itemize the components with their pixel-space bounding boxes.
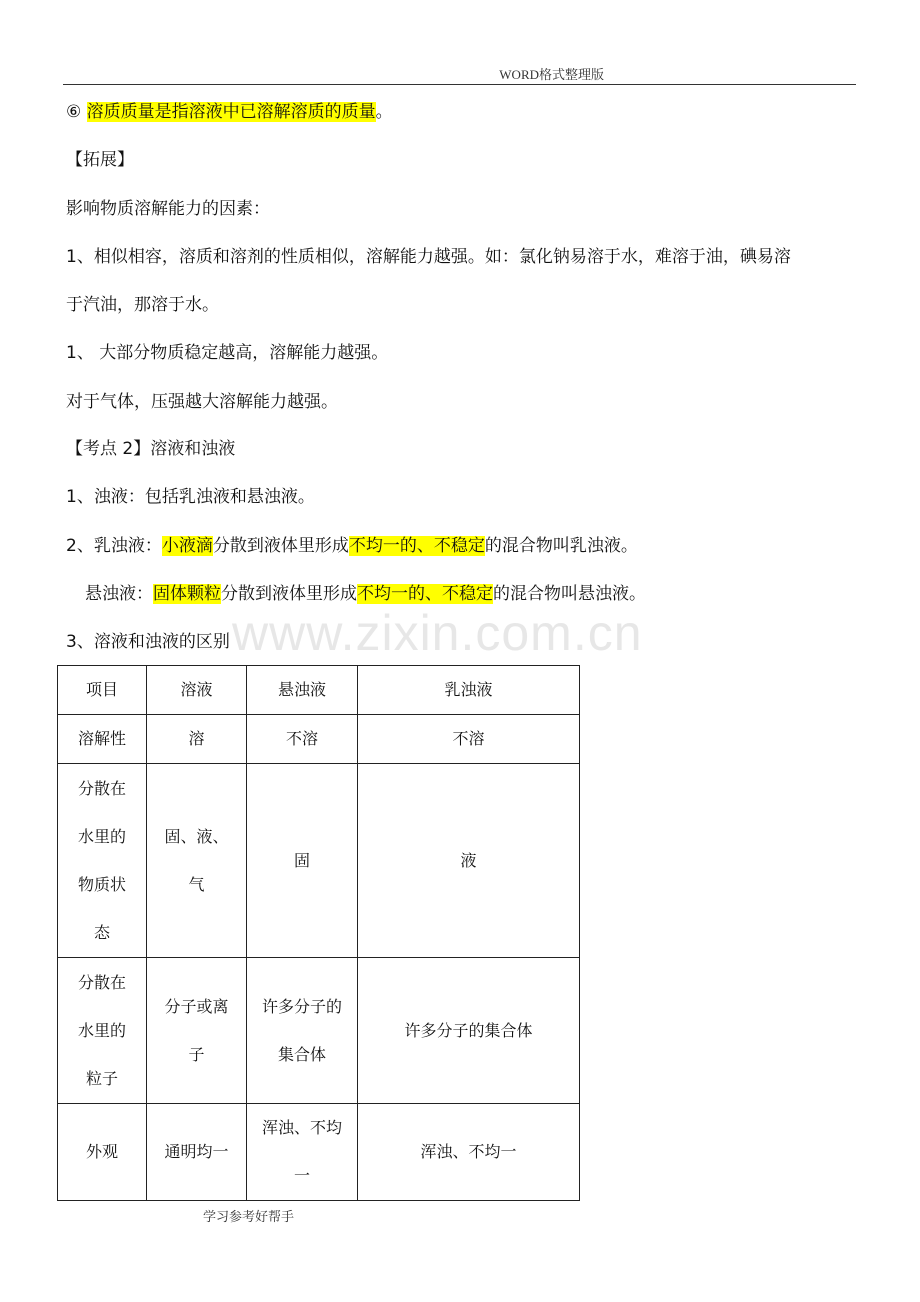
watermark: www.zixin.com.cn (232, 605, 643, 661)
table-cell (247, 1104, 358, 1201)
cell-line: 水里的 (77, 1020, 126, 1040)
text-span: 2、乳浊液： (66, 536, 162, 556)
cell-line: 子 (188, 1044, 205, 1064)
paragraph-gas-pressure: 对于气体，压强越大溶解能力越强。 (66, 392, 338, 412)
comparison-table (57, 665, 580, 1201)
table-cell (147, 958, 247, 1104)
table-cell: 不溶 (247, 715, 358, 764)
highlight-text: 不均一的、不稳定 (348, 536, 485, 556)
highlight-text: 溶质质量是指溶液中已溶解溶质的质量 (86, 102, 376, 122)
heading-point-2: 【考点 2】溶液和浊液 (66, 439, 236, 459)
table-header-cell: 乳浊液 (358, 666, 580, 715)
cell-line: 物质状 (77, 874, 126, 894)
cell-line: 分散在 (77, 778, 126, 798)
table-header-cell: 项目 (58, 666, 147, 715)
text-span: 的混合物叫悬浊液。 (493, 584, 646, 604)
table-cell: 许多分子的集合体 (358, 958, 580, 1104)
table-row (58, 715, 580, 764)
paragraph-suspension (85, 582, 646, 606)
table-cell: 通明均一 (147, 1104, 247, 1201)
text-span: 的混合物叫乳浊液。 (484, 536, 638, 556)
paragraph-factors: 影响物质溶解能力的因素： (66, 199, 270, 219)
table-header-cell: 悬浊液 (247, 666, 358, 715)
table-cell: 外观 (58, 1104, 147, 1201)
paragraph-similar-dissolves-cont: 于汽油，那溶于水。 (66, 295, 219, 315)
table-row (58, 764, 580, 958)
cell-line: 固、液、 (164, 826, 229, 846)
highlight-text: 不均一的、不稳定 (357, 584, 493, 604)
highlight-text: 固体颗粒 (153, 584, 221, 604)
table-row (58, 958, 580, 1104)
cell-line: 集合体 (277, 1044, 326, 1064)
cell-line: 分散在 (77, 972, 126, 992)
cell-line: 分子或离 (164, 996, 229, 1016)
page-header: WORD格式整理版 (499, 67, 604, 82)
table-cell (58, 764, 147, 958)
cell-line: 气 (188, 874, 205, 894)
table-cell: 浑浊、不均一 (358, 1104, 580, 1201)
paragraph-temperature: 1、 大部分物质稳定越高，溶解能力越强。 (66, 343, 389, 363)
table-cell (147, 764, 247, 958)
paragraph-similar-dissolves: 1、相似相容，溶质和溶剂的性质相似，溶解能力越强。如：氯化钠易溶于水，难溶于油，碘易溶 (66, 247, 791, 267)
table-cell: 不溶 (358, 715, 580, 764)
table-header-row (58, 666, 580, 715)
table-cell (247, 958, 358, 1104)
text-span: 分散到液体里形成 (212, 536, 349, 556)
table-cell: 溶 (147, 715, 247, 764)
paragraph-turbid-liquid: 1、浊液：包括乳浊液和悬浊液。 (66, 487, 315, 507)
paragraph-solute-mass (66, 100, 393, 124)
table-cell (58, 958, 147, 1104)
page-footer: 学习参考好帮手 (203, 1210, 295, 1225)
table-cell: 溶解性 (58, 715, 147, 764)
table-cell: 固 (247, 764, 358, 958)
circled-number: ⑥ (66, 102, 87, 122)
header-rule (63, 84, 856, 85)
table-row (58, 1104, 580, 1201)
text-span: 悬浊液： (85, 584, 153, 604)
cell-line: 一 (293, 1166, 310, 1185)
cell-line: 粒子 (85, 1068, 118, 1088)
table-header-cell: 溶液 (147, 666, 247, 715)
table-cell: 液 (358, 764, 580, 958)
highlight-text: 小液滴 (161, 536, 213, 556)
heading-extension: 【拓展】 (66, 150, 134, 170)
text-span: 分散到液体里形成 (221, 584, 357, 604)
cell-line: 浑浊、不均 (261, 1118, 342, 1137)
cell-line: 态 (93, 922, 110, 942)
cell-line: 许多分子的 (261, 996, 342, 1016)
heading-difference: 3、溶液和浊液的区别 (66, 632, 230, 652)
period: 。 (375, 102, 393, 122)
paragraph-emulsion (66, 534, 638, 558)
cell-line: 水里的 (77, 826, 126, 846)
